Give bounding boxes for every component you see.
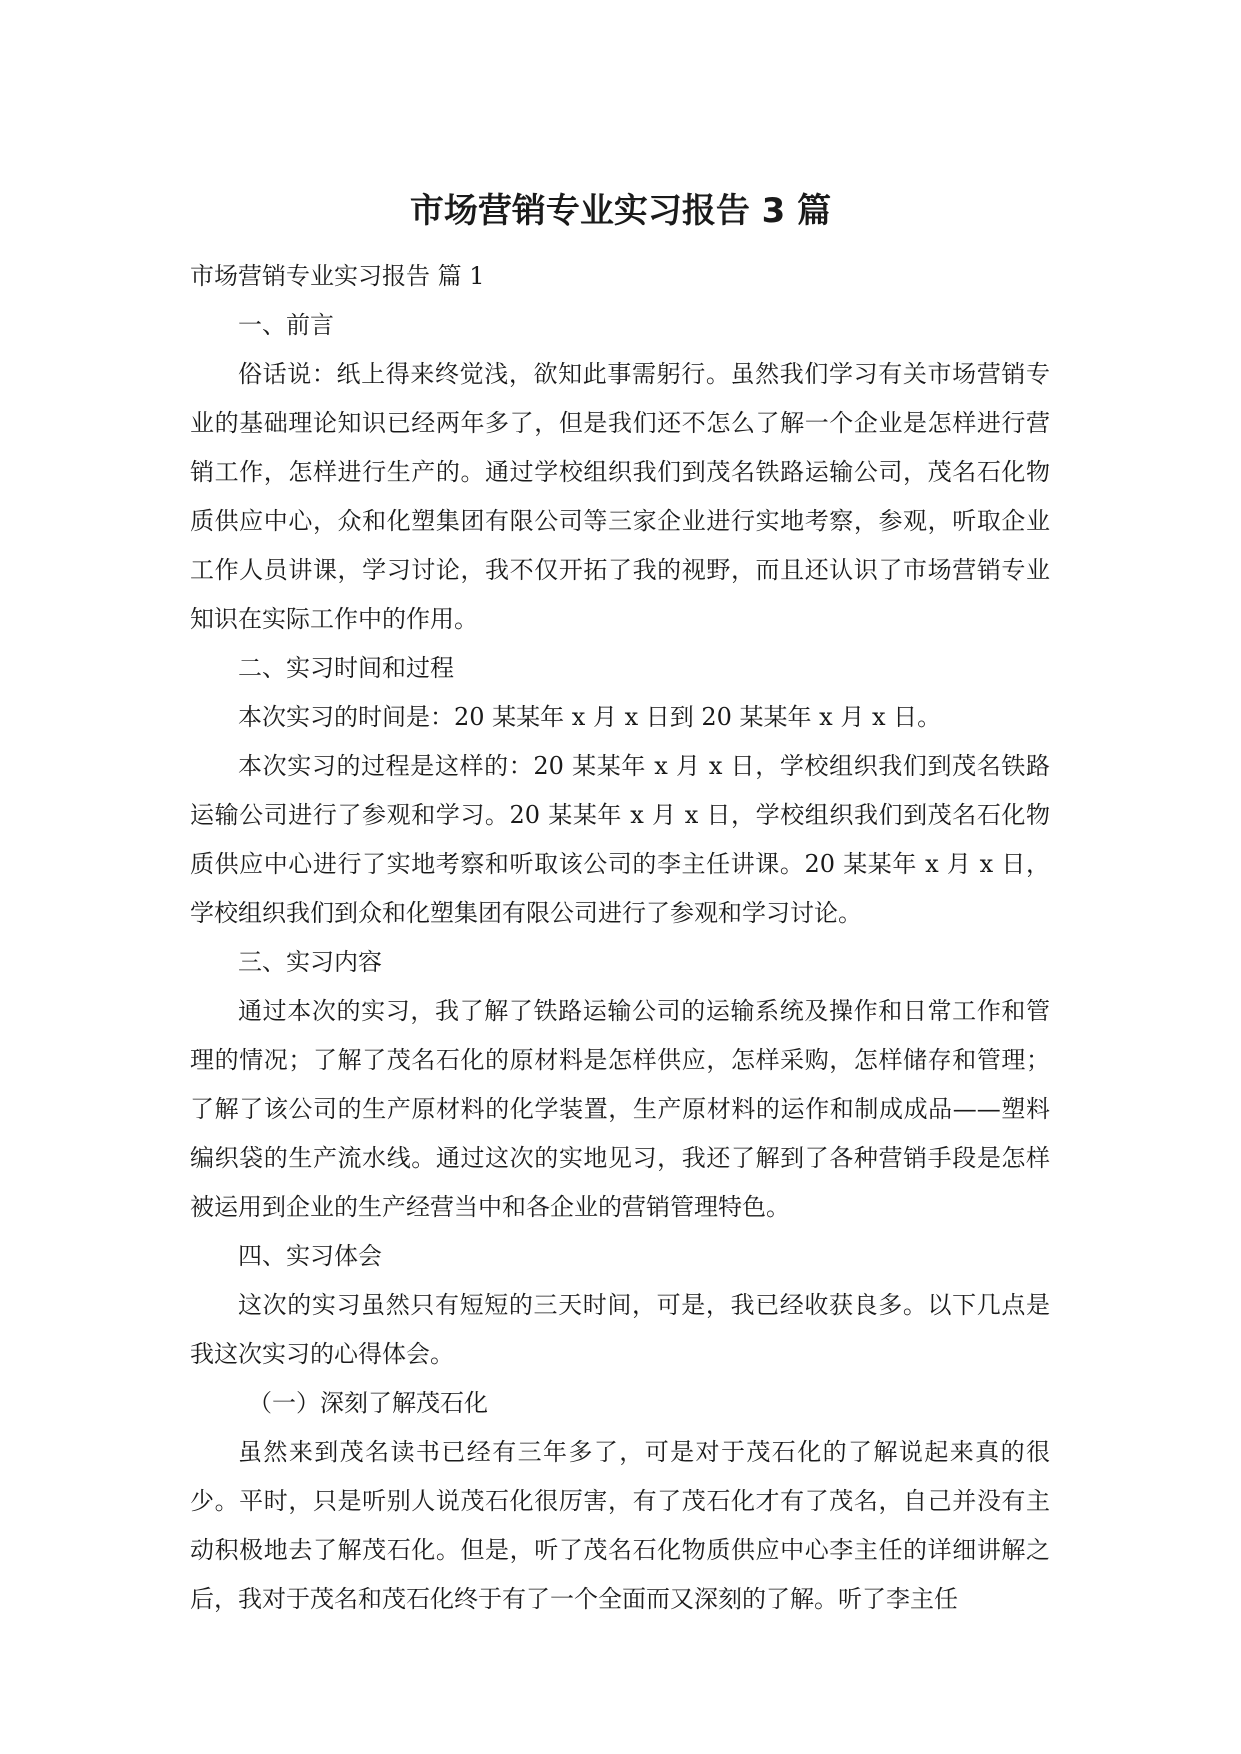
paragraph-time: 本次实习的时间是：20 某某年 x 月 x 日到 20 某某年 x 月 x 日。 <box>238 703 942 731</box>
paragraph-process: 本次实习的过程是这样的：20 某某年 x 月 x 日，学校组织我们到茂名铁路运输公司进行了参观和学习。20 某某年 x 月 x 日，学校组织我们到茂名石化物质供应中心进行了实地考察和听取该公司的李主任讲课。20 某某年 x 月 x 日，学校组织我们到众和化塑集团有限公司进行了参观和学习讨论。 <box>190 752 1050 927</box>
section-heading-article: 市场营销专业实习报告 篇 1 <box>190 262 485 290</box>
section-heading-preface: 一、前言 <box>238 311 334 339</box>
paragraph-subsection-1: 虽然来到茂名读书已经有三年多了，可是对于茂石化的了解说起来真的很少。平时，只是听别人说茂石化很厉害，有了茂石化才有了茂名，自己并没有主动积极地去了解茂石化。但是，听了茂名石化物质供应中心李主任的详细讲解之后，我对于茂名和茂石化终于有了一个全面而又深刻的了解。听了李主任 <box>190 1438 1050 1613</box>
section-heading-experience: 四、实习体会 <box>238 1242 382 1270</box>
subsection-heading-1: （一）深刻了解茂石化 <box>248 1389 488 1417</box>
paragraph-experience: 这次的实习虽然只有短短的三天时间，可是，我已经收获良多。以下几点是我这次实习的心得体会。 <box>190 1291 1050 1368</box>
section-heading-content: 三、实习内容 <box>238 948 382 976</box>
paragraph-preface: 俗话说：纸上得来终觉浅，欲知此事需躬行。虽然我们学习有关市场营销专业的基础理论知识已经两年多了，但是我们还不怎么了解一个企业是怎样进行营销工作，怎样进行生产的。通过学校组织我们到茂名铁路运输公司，茂名石化物质供应中心，众和化塑集团有限公司等三家企业进行实地考察，参观，听取企业工作人员讲课，学习讨论，我不仅开拓了我的视野，而且还认识了市场营销专业知识在实际工作中的作用。 <box>190 360 1050 633</box>
paragraph-content: 通过本次的实习，我了解了铁路运输公司的运输系统及操作和日常工作和管理的情况；了解了茂名石化的原材料是怎样供应，怎样采购，怎样储存和管理；了解了该公司的生产原材料的化学装置，生产原材料的运作和制成成品——塑料编织袋的生产流水线。通过这次的实地见习，我还了解到了各种营销手段是怎样被运用到企业的生产经营当中和各企业的营销管理特色。 <box>190 997 1050 1221</box>
document-title: 市场营销专业实习报告 3 篇 <box>409 191 832 231</box>
section-heading-time: 二、实习时间和过程 <box>238 654 454 682</box>
document-body <box>190 252 1050 1624</box>
